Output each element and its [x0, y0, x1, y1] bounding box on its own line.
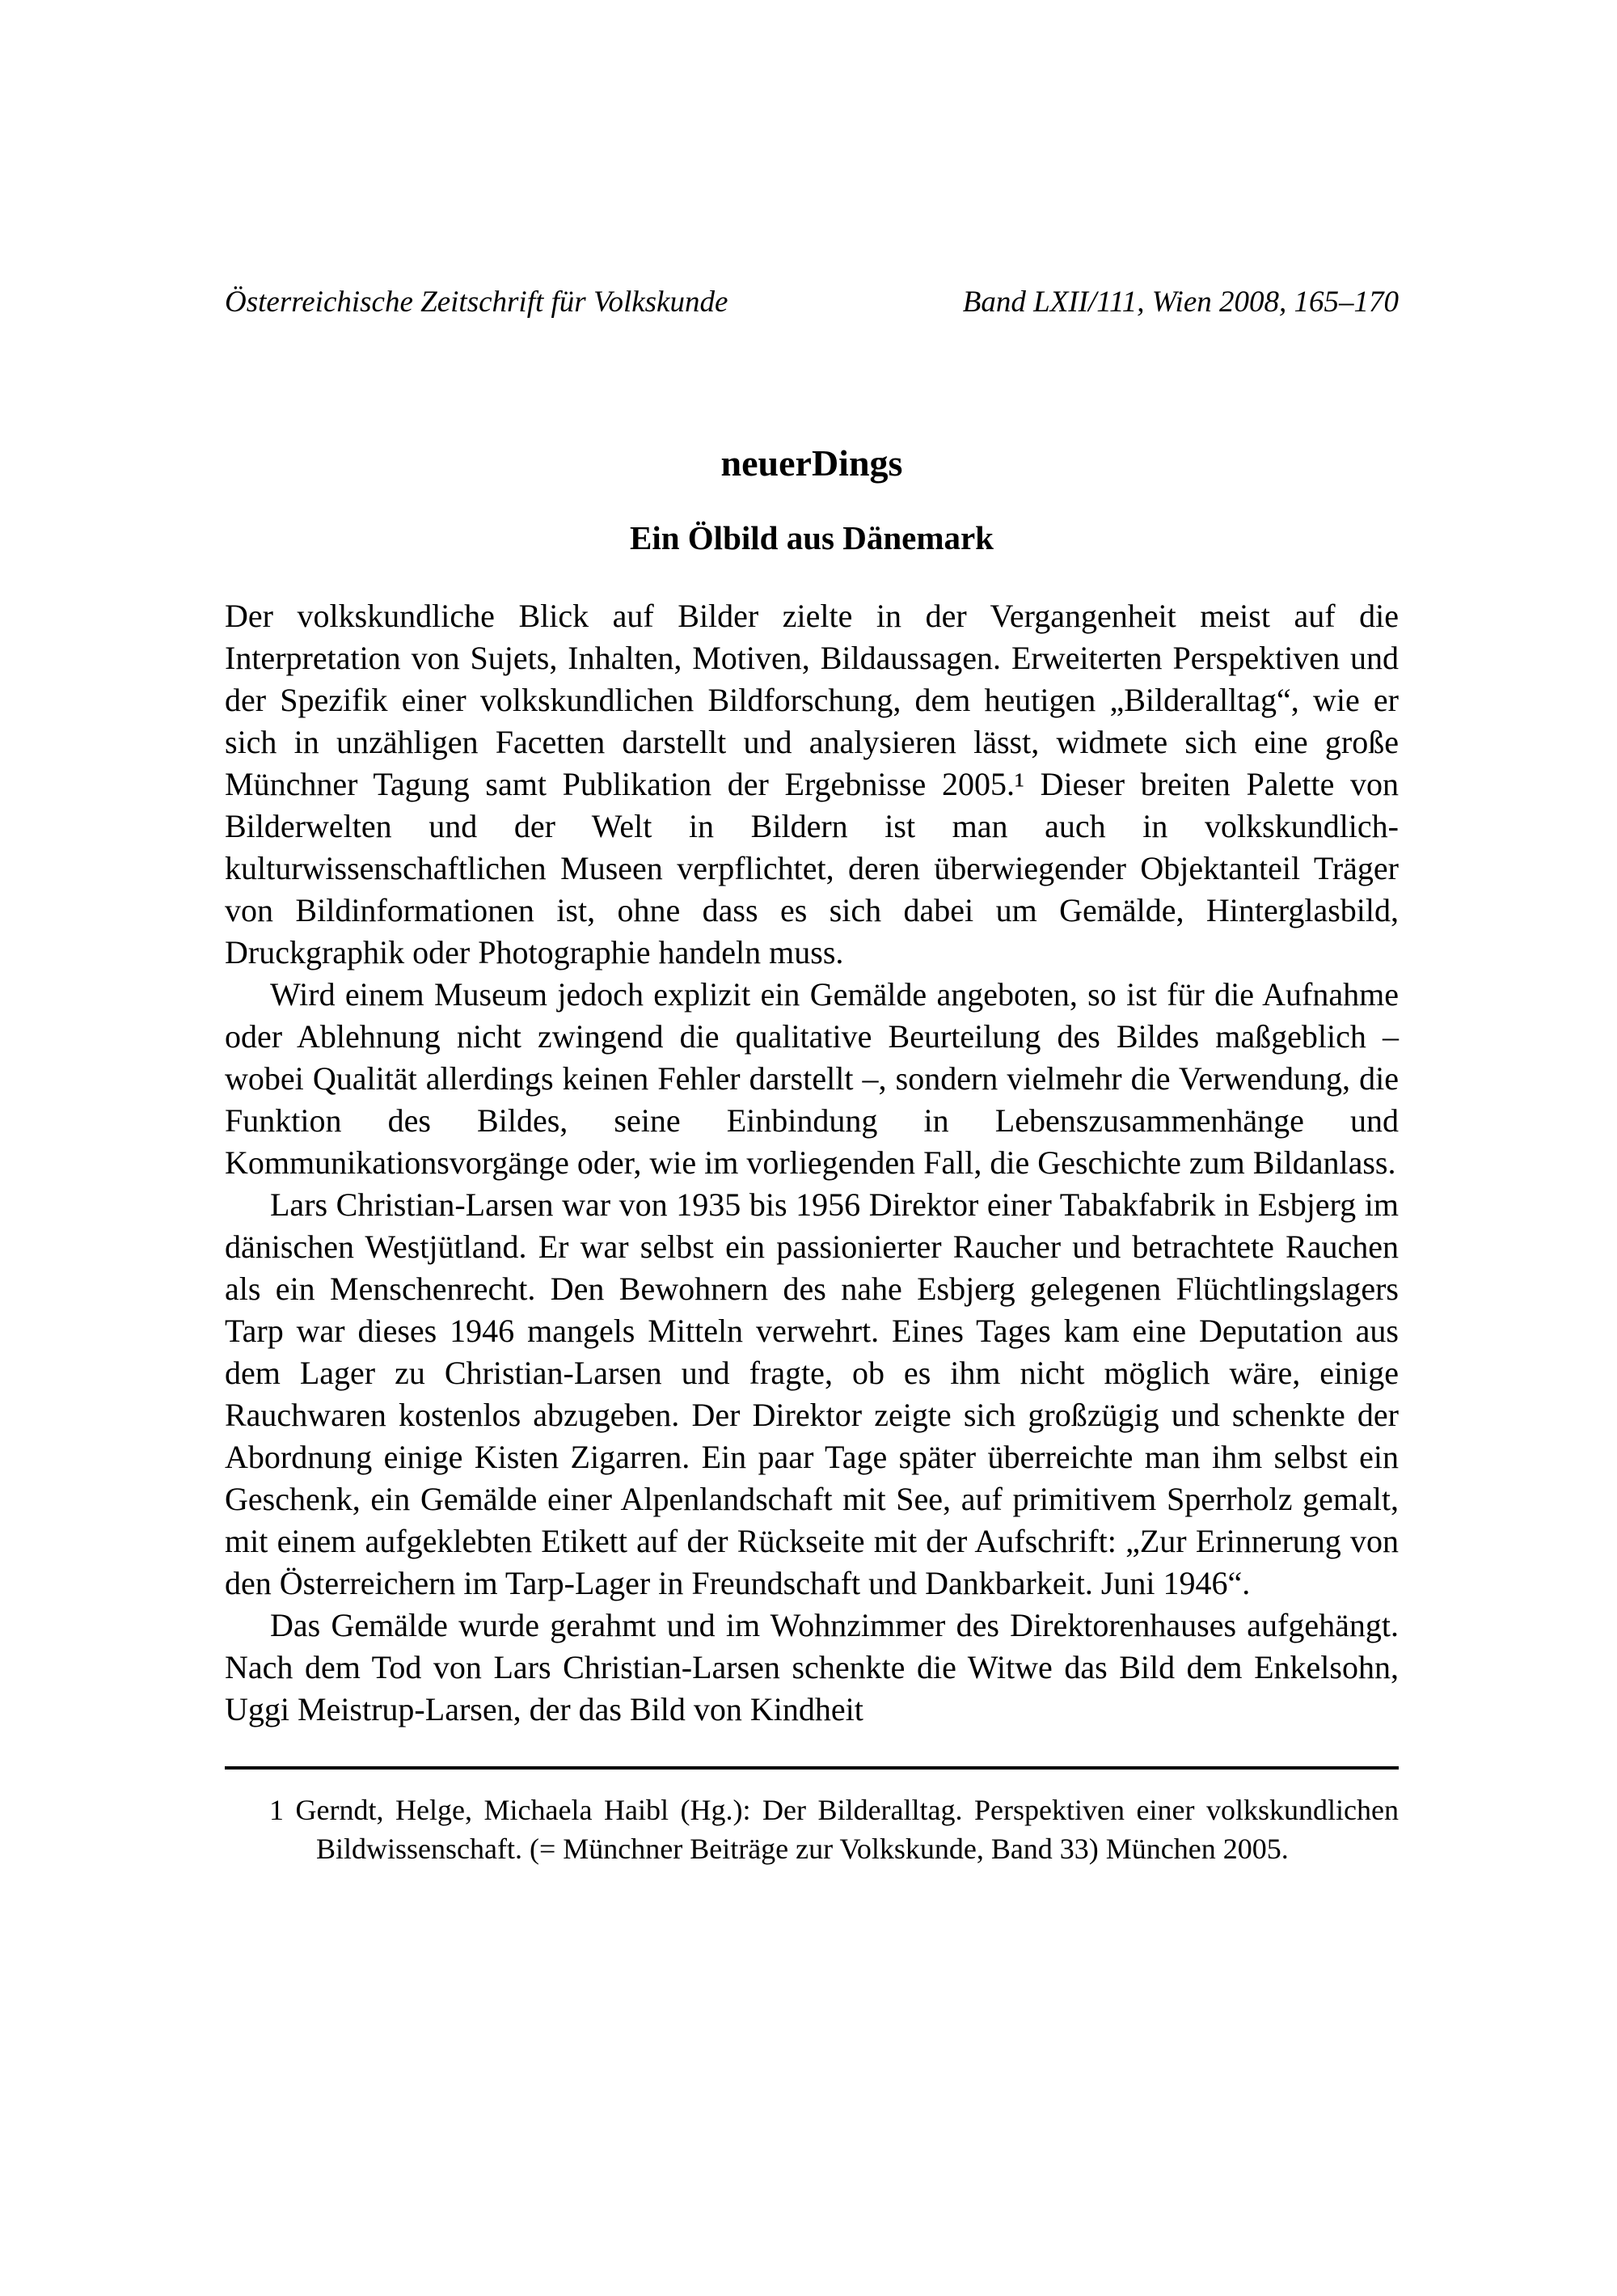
- footnote-separator-rule: [225, 1766, 1399, 1770]
- body-paragraph: Der volkskundliche Blick auf Bilder zielte in der Vergangenheit meist auf die Interpretation von Sujets, Inhalten, Motiven, Bildaussagen. Erweiterten Perspektiven und der Spezifik einer volkskundlichen Bildforschung, dem heutigen „Bilderalltag“, wie er sich in unzähligen Facetten darstellt und analysieren lässt, widmete sich eine große Münchner Tagung samt Publikation der Ergebnisse 2005.¹ Dieser breiten Palette von Bilderwelten und der Welt in Bildern ist man auch in volkskundlich-kulturwissenschaftlichen Museen verpflichtet, deren überwiegender Objektanteil Träger von Bildinformationen ist, ohne dass es sich dabei um Gemälde, Hinterglasbild, Druckgraphik oder Photographie handeln muss.: [225, 598, 1399, 971]
- journal-name: Österreichische Zeitschrift für Volkskunde: [225, 285, 728, 319]
- article-title: neuerDings: [720, 442, 903, 484]
- body-paragraph: Das Gemälde wurde gerahmt und im Wohnzimmer des Direktorenhauses aufgehängt. Nach dem Tod von Lars Christian-Larsen schenkte die Witwe das Bild dem Enkelsohn, Uggi Meistrup-Larsen, der das Bild von Kindheit: [225, 1607, 1399, 1728]
- body-paragraph: Lars Christian-Larsen war von 1935 bis 1956 Direktor einer Tabakfabrik in Esbjerg im dänischen Westjütland. Er war selbst ein passionierter Raucher und betrachtete Rauchen als ein Menschenrecht. Den Bewohnern des nahe Esbjerg gelegenen Flüchtlingslagers Tarp war dieses 1946 mangels Mitteln verwehrt. Eines Tages kam eine Deputation aus dem Lager zu Christian-Larsen und fragte, ob es ihm nicht möglich wäre, einige Rauchwaren kostenlos abzugeben. Der Direktor zeigte sich großzügig und schenkte der Abordnung einige Kisten Zigarren. Ein paar Tage später überreichte man ihm selbst ein Geschenk, ein Gemälde einer Alpenlandschaft mit See, auf primitivem Sperrholz gemalt, mit einem aufgeklebten Etikett auf der Rückseite mit der Aufschrift: „Zur Erinnerung von den Österreichern im Tarp-Lager in Freundschaft und Dankbarkeit. Juni 1946“.: [225, 1186, 1399, 1602]
- article-subtitle: Ein Ölbild aus Dänemark: [630, 518, 994, 556]
- article-body: [225, 595, 1399, 1731]
- footnote-text: Gerndt, Helge, Michaela Haibl (Hg.): Der Bilderalltag. Perspektiven einer volkskundlichen Bildwissenschaft. (= Münchner Beiträge zur Volkskunde, Band 33) München 2005.: [295, 1794, 1399, 1866]
- text-block: [225, 0, 1399, 1868]
- footnote-marker: 1: [269, 1794, 284, 1827]
- issue-info: Band LXII/111, Wien 2008, 165–170: [962, 285, 1399, 319]
- running-head: [225, 285, 1399, 320]
- body-paragraph: Wird einem Museum jedoch explizit ein Gemälde angeboten, so ist für die Aufnahme oder Ablehnung nicht zwingend die qualitative Beurteilung des Bildes maßgeblich – wobei Qualität allerdings keinen Fehler darstellt –, sondern vielmehr die Verwendung, die Funktion des Bildes, seine Einbindung in Lebenszusammenhänge und Kommunikationsvorgänge oder, wie im vorliegenden Fall, die Geschichte zum Bildanlass.: [225, 976, 1399, 1182]
- footnote-entry: [269, 1791, 1399, 1868]
- footnote: [225, 1791, 1399, 1868]
